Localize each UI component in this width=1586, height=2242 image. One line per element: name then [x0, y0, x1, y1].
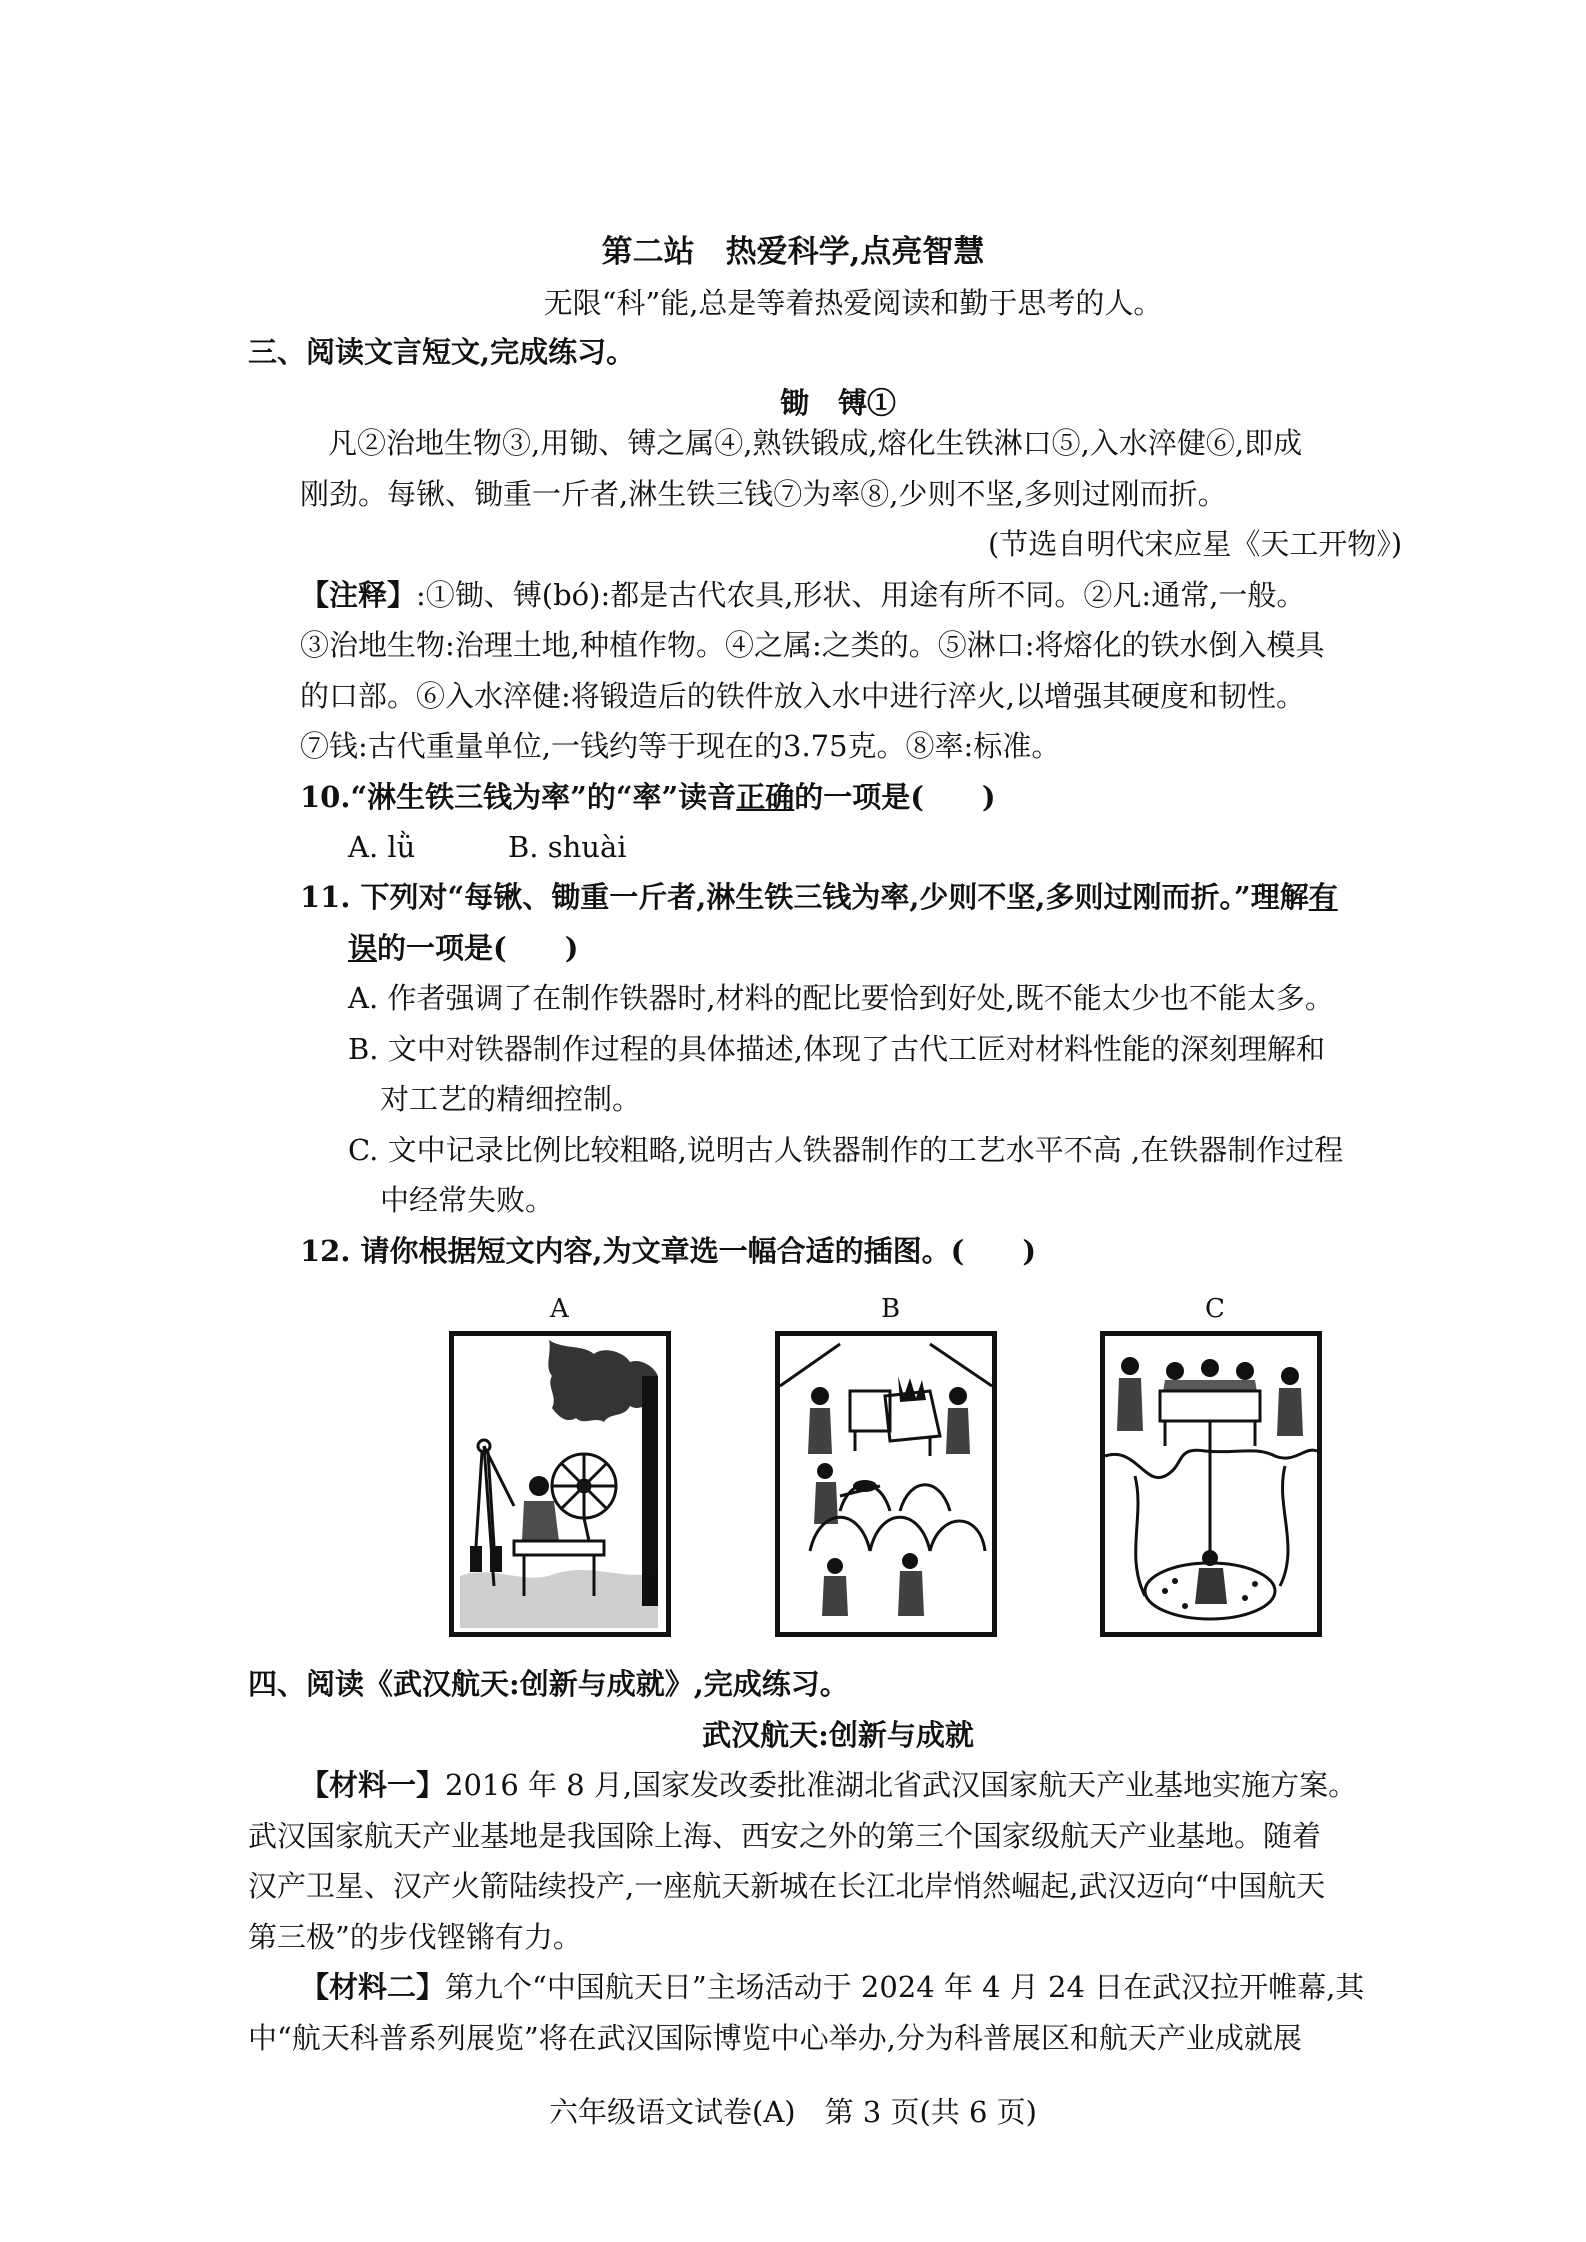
- q11-option-b: B. 文中对铁器制作过程的具体描述,体现了古代工匠对材料性能的深刻理解和: [348, 1032, 1325, 1066]
- material-2-line-1: [300, 1967, 1364, 2007]
- material-2-line-2: 中“航天科普系列展览”将在武汉国际博览中心举办,分为科普展区和航天产业成就展: [248, 2021, 1302, 2055]
- q11-option-a: A. 作者强调了在制作铁器时,材料的配比要恰到好处,既不能太少也不能太多。: [348, 981, 1334, 1015]
- passage-source: (节选自明代宋应星《天工开物》): [988, 527, 1403, 561]
- material-1-label: 【材料一】: [300, 1768, 446, 1802]
- part4-passage-title: 武汉航天:创新与成就: [702, 1718, 974, 1752]
- notes-line-1: [300, 575, 1305, 615]
- q11-option-c: C. 文中记录比例比较粗略,说明古人铁器制作的工艺水平不高 ,在铁器制作过程: [348, 1133, 1344, 1167]
- image-label-b: B: [881, 1294, 901, 1324]
- page-footer: 六年级语文试卷(A) 第 3 页(共 6 页): [549, 2095, 1037, 2129]
- passage-line-2: 刚劲。每锹、锄重一斤者,淋生铁三钱⑦为率⑧,少则不坚,多则过刚而折。: [300, 477, 1227, 511]
- mine-shaft-illustration: [1105, 1336, 1317, 1632]
- q11-option-b-cont: 对工艺的精细控制。: [380, 1082, 642, 1116]
- question-11-line-2: [348, 928, 578, 968]
- image-label-a: A: [550, 1294, 569, 1324]
- q11-text: 11. 下列对“每锹、锄重一斤者,淋生铁三钱为率,少则不坚,多则过刚而折。”理解: [300, 880, 1309, 914]
- passage-line-1: 凡②治地生物③,用锄、镈之属④,熟铁锻成,熔化生铁淋口⑤,入水淬健⑥,即成: [328, 426, 1303, 460]
- material-1-text-1: 2016 年 8 月,国家发改委批准湖北省武汉国家航天产业基地实施方案。: [445, 1768, 1358, 1802]
- pulley-wheel-illustration: [454, 1336, 666, 1632]
- material-2-text-1: 第九个“中国航天日”主场活动于 2024 年 4 月 24 日在武汉拉开帷幕,其: [445, 1970, 1365, 2004]
- q10-option-a: A. lǜ: [348, 830, 416, 864]
- q11-emphasis-1: 有: [1308, 880, 1338, 914]
- q11-option-c-cont: 中经常失败。: [380, 1183, 555, 1217]
- notes-line-3: 的口部。⑥入水淬健:将锻造后的铁件放入水中进行淬火,以增强其硬度和韧性。: [300, 679, 1305, 713]
- material-1-line-3: 汉产卫星、汉产火箭陆续投产,一座航天新城在长江北岸悄然崛起,武汉迈向“中国航天: [248, 1869, 1326, 1903]
- part4-heading: 四、阅读《武汉航天:创新与成就》,完成练习。: [248, 1667, 849, 1701]
- q10-text: 10.“淋生铁三钱为率”的“率”读音: [300, 780, 737, 814]
- material-1-line-2: 武汉国家航天产业基地是我国除上海、西安之外的第三个国家级航天产业基地。随着: [248, 1819, 1322, 1853]
- forge-workshop-illustration: [780, 1336, 992, 1632]
- illustration-c[interactable]: [1100, 1331, 1322, 1637]
- notes-line-4: ⑦钱:古代重量单位,一钱约等于现在的3.75克。⑧率:标准。: [300, 729, 1061, 763]
- question-12: 12. 请你根据短文内容,为文章选一幅合适的插图。( ): [300, 1234, 1037, 1268]
- illustration-a[interactable]: [449, 1331, 671, 1637]
- part3-heading: 三、阅读文言短文,完成练习。: [248, 335, 636, 369]
- passage-title: 锄 镈①: [779, 386, 896, 420]
- illustration-b[interactable]: [775, 1331, 997, 1637]
- q10-emphasis: 正确: [736, 780, 795, 814]
- question-10: [300, 777, 996, 817]
- q11-text-end: 的一项是( ): [377, 931, 579, 965]
- section-title: 第二站 热爱科学,点亮智慧: [601, 234, 985, 270]
- notes-label: 【注释】: [300, 578, 417, 612]
- material-1-line-1: [300, 1765, 1357, 1805]
- material-2-label: 【材料二】: [300, 1970, 446, 2004]
- image-label-c: C: [1205, 1294, 1225, 1324]
- question-11-line-1: [300, 877, 1338, 917]
- q10-text-end: 的一项是( ): [794, 780, 996, 814]
- q10-option-b: B. shuài: [508, 830, 627, 864]
- notes-text-1: :①锄、镈(bó):都是古代农具,形状、用途有所不同。②凡:通常,一般。: [416, 578, 1306, 612]
- material-1-line-4: 第三极”的步伐铿锵有力。: [248, 1920, 582, 1954]
- section-subtitle: 无限“科”能,总是等着热爱阅读和勤于思考的人。: [543, 286, 1163, 320]
- notes-line-2: ③治地生物:治理土地,种植作物。④之属:之类的。⑤淋口:将熔化的铁水倒入模具: [300, 628, 1325, 662]
- q11-emphasis-2: 误: [348, 931, 378, 965]
